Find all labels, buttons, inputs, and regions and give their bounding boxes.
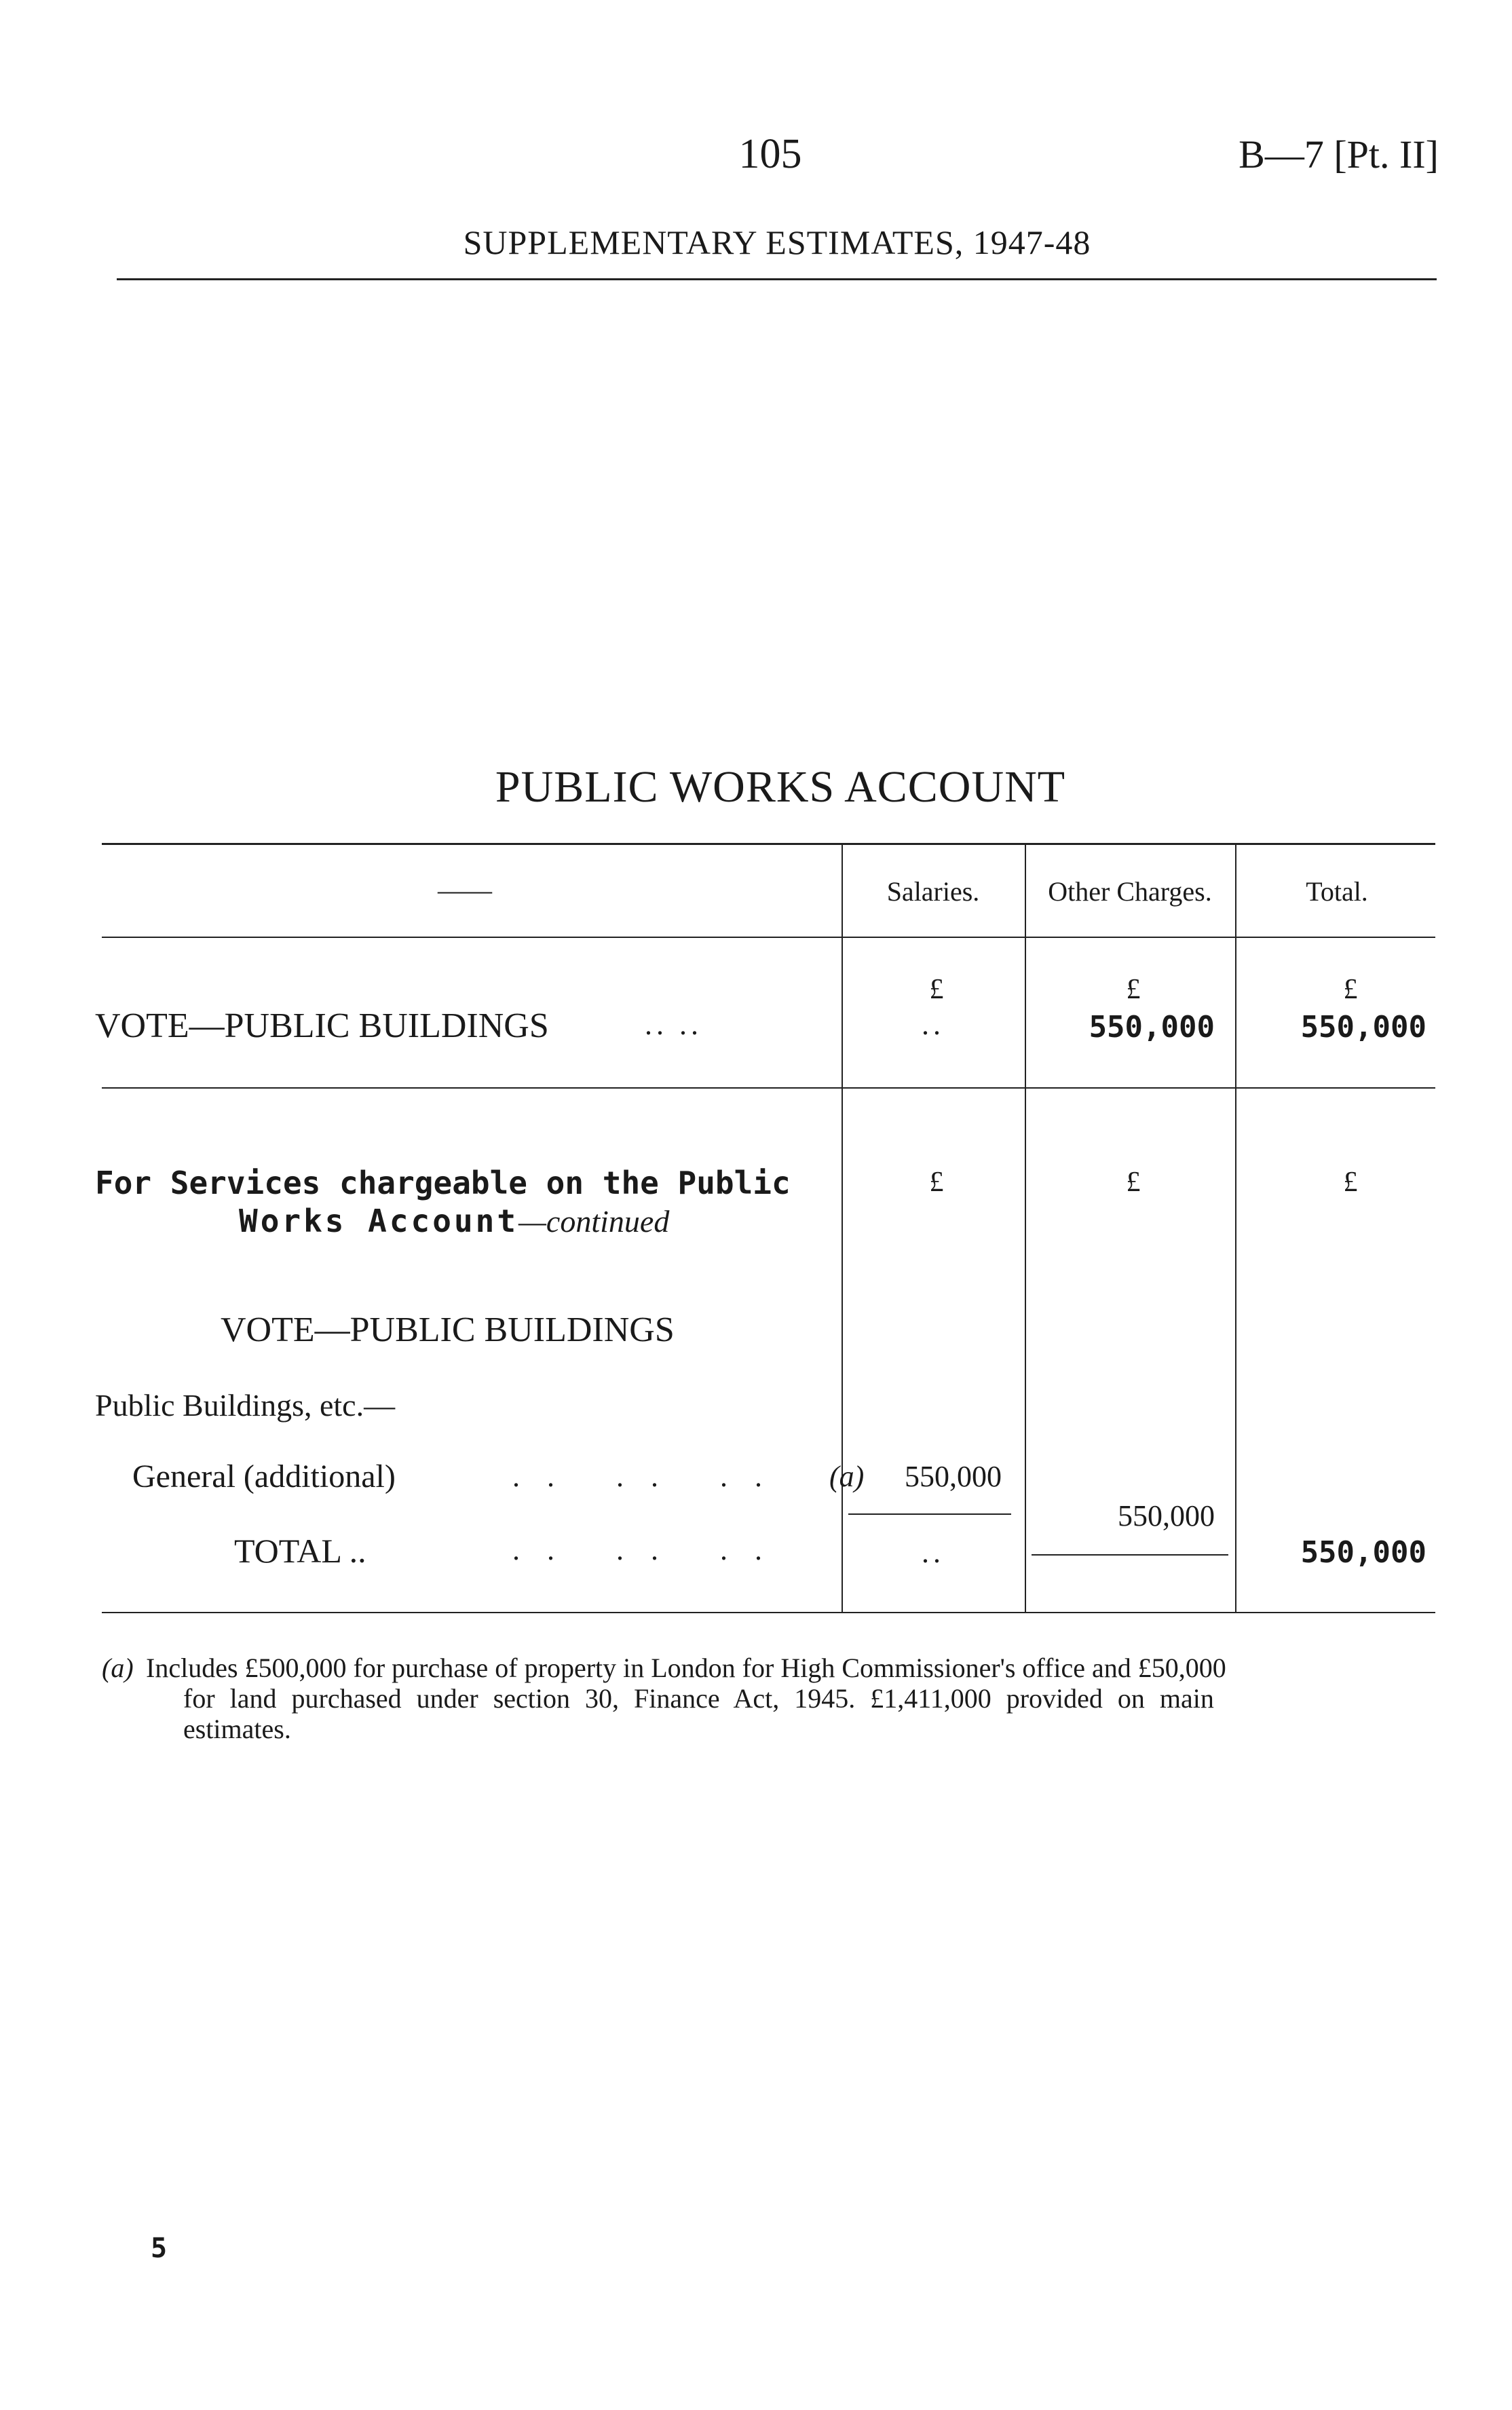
total-row-label: TOTAL ..: [234, 1532, 366, 1570]
summary-row-total: 550,000: [1300, 1010, 1426, 1044]
signature-mark: 5: [151, 2233, 168, 2264]
section-title: PUBLIC WORKS ACCOUNT: [495, 762, 1066, 812]
other-charges-subtotal-rule: [1032, 1554, 1228, 1556]
total-row-leader: .. .. ..: [512, 1533, 789, 1566]
currency-other-1: £: [1126, 974, 1141, 1005]
vote-heading: VOTE—PUBLIC BUILDINGS: [221, 1311, 675, 1349]
currency-salaries-1: £: [929, 974, 944, 1005]
column-header-other-charges: Other Charges.: [1048, 876, 1212, 907]
services-heading-line2: [239, 1203, 669, 1239]
summary-row-leader: .. ..: [645, 1008, 702, 1041]
summary-row-label: VOTE—PUBLIC BUILDINGS: [95, 1006, 549, 1045]
services-heading-italic: —continued: [518, 1204, 670, 1239]
footnote-marker: (a): [102, 1653, 134, 1683]
currency-salaries-2: £: [929, 1167, 944, 1198]
column-header-salaries: Salaries.: [886, 876, 980, 907]
general-row-leader: .. .. ..: [512, 1460, 789, 1493]
running-title: SUPPLEMENTARY ESTIMATES, 1947-48: [463, 223, 1091, 261]
footnote-line-2: for land purchased under section 30, Finance Act, 1945. £1,411,000 provided on main: [183, 1683, 1214, 1714]
page-number: 105: [738, 131, 802, 177]
general-row-note-marker: (a): [829, 1460, 865, 1493]
summary-row-other-charges: 550,000: [1089, 1010, 1215, 1044]
general-row-other-charges: 550,000: [1118, 1499, 1215, 1532]
salaries-subtotal-rule: [848, 1513, 1011, 1515]
general-row-label: General (additional): [132, 1458, 396, 1494]
summary-row-salaries: ..: [922, 1008, 945, 1041]
document-reference: B—7 [Pt. II]: [1239, 132, 1439, 176]
footnote-line-1: Includes £500,000 for purchase of property in London for High Commissioner's office and £50,000: [146, 1653, 1226, 1683]
currency-total-2: £: [1343, 1167, 1358, 1198]
services-heading-bold: Works Account: [239, 1203, 519, 1239]
currency-other-2: £: [1126, 1167, 1141, 1198]
column-rule-1: [842, 843, 843, 1612]
header-rule: [117, 278, 1437, 280]
column-rule-3: [1235, 843, 1236, 1612]
column-rule-2: [1025, 843, 1026, 1612]
column-header-total: Total.: [1306, 876, 1368, 907]
services-heading-line1: For Services chargeable on the Public: [95, 1165, 791, 1201]
column-header-blank: ——: [438, 875, 492, 905]
currency-total-1: £: [1343, 974, 1358, 1005]
general-row-salaries: 550,000: [905, 1460, 1002, 1493]
total-row-total: 550,000: [1300, 1535, 1426, 1570]
total-row-salaries: ..: [922, 1536, 945, 1569]
subhead-public-buildings: Public Buildings, etc.—: [95, 1388, 396, 1423]
footnote-line-3: estimates.: [183, 1714, 291, 1744]
table-bottom-rule: [102, 1612, 1435, 1613]
